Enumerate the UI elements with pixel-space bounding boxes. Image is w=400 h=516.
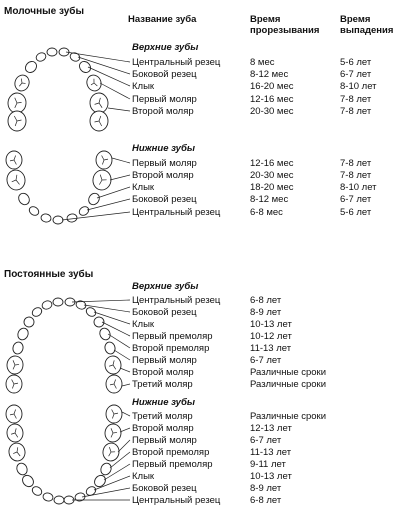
col-header-name: Название зуба xyxy=(128,14,197,25)
leader-line xyxy=(120,368,130,372)
perm-lower-tooth xyxy=(6,423,24,442)
perm-lower-tooth xyxy=(20,473,35,489)
milk-upper-erupt: 12-16 мес xyxy=(250,94,294,105)
milk-upper-fall: 6-7 лет xyxy=(340,69,372,80)
milk-lower-fall: 8-10 лет xyxy=(340,182,377,193)
milk-lower-arch xyxy=(5,151,112,224)
milk-upper-tooth xyxy=(47,48,57,56)
milk-lower-name: Клык xyxy=(132,182,155,193)
col-header-erupt-1: Время xyxy=(250,14,281,25)
perm-upper-tooth xyxy=(92,315,106,329)
milk-lower-name: Первый моляр xyxy=(132,158,197,169)
milk-lower-erupt: 12-16 мес xyxy=(250,158,294,169)
leader-line xyxy=(108,108,130,111)
perm-lower-tooth xyxy=(102,442,121,463)
perm-upper-name: Второй премоляр xyxy=(132,343,210,354)
milk-lower-name: Второй моляр xyxy=(132,170,194,181)
perm-upper-tooth xyxy=(6,355,24,374)
perm-lower-tooth xyxy=(6,405,22,423)
milk-lower-fall: 7-8 лет xyxy=(340,158,372,169)
perm-upper-erupt: 11-13 лет xyxy=(250,343,292,354)
perm-lower-erupt: 11-13 лет xyxy=(250,447,292,458)
milk-lower-name: Центральный резец xyxy=(132,207,221,218)
milk-lower-erupt: 18-20 мес xyxy=(250,182,294,193)
milk-upper-fall: 7-8 лет xyxy=(340,94,372,105)
milk-lower-fall: 6-7 лет xyxy=(340,194,372,205)
milk-lower-fall: 7-8 лет xyxy=(340,170,372,181)
milk-lower-fall: 5-6 лет xyxy=(340,207,372,218)
milk-lower-tooth xyxy=(91,169,112,192)
perm-upper-tooth xyxy=(85,306,98,318)
perm-lower-tooth xyxy=(42,492,54,502)
milk-upper-tooth xyxy=(23,59,39,75)
milk-upper-tooth xyxy=(90,111,108,131)
perm-lower-tooth xyxy=(104,423,122,442)
milk-upper-fall: 8-10 лет xyxy=(340,81,377,92)
milk-lower-erupt: 20-30 мес xyxy=(250,170,294,181)
milk-lower-tooth xyxy=(53,216,63,224)
milk-lower-tooth xyxy=(86,191,101,207)
perm-lower-title: Нижние зубы xyxy=(132,397,196,408)
perm-upper-erupt: Различные сроки xyxy=(250,367,327,378)
milk-upper-title: Верхние зубы xyxy=(132,42,199,53)
milk-lower-tooth xyxy=(96,151,112,169)
leader-line xyxy=(122,384,130,386)
col-header-fall-2: выпадения xyxy=(340,25,394,36)
perm-lower-name: Первый премоляр xyxy=(132,459,213,470)
perm-lower-name: Первый моляр xyxy=(132,435,197,446)
perm-upper-erupt: 8-9 лет xyxy=(250,307,282,318)
perm-upper-tooth xyxy=(12,341,25,355)
perm-upper-tooth xyxy=(22,315,36,329)
perm-lower-tooth xyxy=(8,442,27,463)
perm-upper-tooth xyxy=(6,375,22,393)
perm-upper-erupt: Различные сроки xyxy=(250,379,327,390)
milk-upper-tooth xyxy=(89,92,109,113)
perm-upper-erupt: 6-7 лет xyxy=(250,355,282,366)
milk-lower-tooth xyxy=(6,151,22,169)
milk-upper-tooth xyxy=(77,59,93,75)
perm-lower-name: Боковой резец xyxy=(132,483,197,494)
milk-upper-tooth xyxy=(13,73,32,93)
milk-lower-tooth xyxy=(5,169,26,192)
perm-upper-name: Клык xyxy=(132,319,155,330)
perm-lower-erupt: 10-13 лет xyxy=(250,471,292,482)
perm-upper-erupt: 6-8 лет xyxy=(250,295,282,306)
leader-line xyxy=(120,428,130,432)
milk-upper-tooth xyxy=(7,92,27,113)
milk-upper-tooth xyxy=(8,111,26,131)
perm-upper-name: Третий моляр xyxy=(132,379,193,390)
perm-upper-tooth xyxy=(106,375,122,393)
milk-lower-tooth xyxy=(66,213,77,223)
milk-upper-erupt: 20-30 мес xyxy=(250,106,294,117)
col-header-erupt-2: прорезывания xyxy=(250,25,320,36)
perm-lower-name: Второй моляр xyxy=(132,423,194,434)
milk-upper-tooth xyxy=(35,51,47,62)
leader-line xyxy=(110,175,130,180)
perm-lower-name: Второй премоляр xyxy=(132,447,210,458)
permanent-title: Постоянные зубы xyxy=(4,269,94,280)
milk-lower-erupt: 8-12 мес xyxy=(250,194,289,205)
milk-lower-tooth xyxy=(78,205,91,217)
permanent-lower-arch xyxy=(6,405,122,504)
milk-upper-arch xyxy=(7,48,109,131)
perm-upper-tooth xyxy=(16,326,30,341)
milk-upper-name: Первый моляр xyxy=(132,94,197,105)
perm-lower-tooth xyxy=(15,461,29,476)
milk-upper-name: Боковой резец xyxy=(132,69,197,80)
leader-line xyxy=(112,158,130,163)
perm-upper-name: Боковой резец xyxy=(132,307,197,318)
perm-lower-erupt: 6-7 лет xyxy=(250,435,282,446)
perm-lower-erupt: 8-9 лет xyxy=(250,483,282,494)
perm-lower-erupt: 12-13 лет xyxy=(250,423,292,434)
milk-lower-name: Боковой резец xyxy=(132,194,197,205)
milk-lower-tooth xyxy=(40,213,51,223)
perm-lower-name: Третий моляр xyxy=(132,411,193,422)
milk-lower-tooth xyxy=(28,205,41,217)
perm-upper-erupt: 10-12 лет xyxy=(250,331,292,342)
milk-upper-erupt: 8 мес xyxy=(250,57,275,68)
perm-upper-tooth xyxy=(104,355,122,374)
perm-lower-erupt: 6-8 лет xyxy=(250,495,282,506)
milk-title: Молочные зубы xyxy=(4,6,84,17)
leader-line xyxy=(122,412,130,416)
milk-upper-fall: 7-8 лет xyxy=(340,106,372,117)
perm-lower-erupt: 9-11 лет xyxy=(250,459,286,470)
perm-upper-tooth xyxy=(98,326,112,341)
milk-lower-erupt: 6-8 мес xyxy=(250,207,283,218)
perm-upper-name: Центральный резец xyxy=(132,295,221,306)
perm-upper-title: Верхние зубы xyxy=(132,281,199,292)
perm-upper-tooth xyxy=(41,300,53,311)
perm-upper-name: Второй моляр xyxy=(132,367,194,378)
leader-line xyxy=(118,440,130,452)
perm-lower-tooth xyxy=(106,405,122,423)
col-header-fall-1: Время xyxy=(340,14,371,25)
permanent-upper-arch xyxy=(6,298,122,393)
perm-lower-name: Центральный резец xyxy=(132,495,221,506)
milk-upper-fall: 5-6 лет xyxy=(340,57,372,68)
milk-upper-name: Центральный резец xyxy=(132,57,221,68)
milk-lower-tooth xyxy=(16,191,31,207)
perm-lower-tooth xyxy=(31,485,44,497)
milk-upper-erupt: 16-20 мес xyxy=(250,81,294,92)
perm-upper-tooth xyxy=(53,298,63,306)
milk-lower-title: Нижние зубы xyxy=(132,143,196,154)
perm-upper-erupt: 10-13 лет xyxy=(250,319,292,330)
perm-upper-name: Первый премоляр xyxy=(132,331,213,342)
perm-upper-name: Первый моляр xyxy=(132,355,197,366)
perm-lower-tooth xyxy=(92,473,107,489)
perm-lower-tooth xyxy=(54,496,64,504)
milk-upper-name: Клык xyxy=(132,81,155,92)
milk-upper-erupt: 8-12 мес xyxy=(250,69,289,80)
perm-lower-tooth xyxy=(99,461,113,476)
perm-upper-tooth xyxy=(31,306,44,318)
perm-lower-tooth xyxy=(74,492,86,502)
perm-lower-erupt: Различные сроки xyxy=(250,411,327,422)
milk-upper-name: Второй моляр xyxy=(132,106,194,117)
perm-upper-tooth xyxy=(104,341,117,355)
perm-lower-name: Клык xyxy=(132,471,155,482)
